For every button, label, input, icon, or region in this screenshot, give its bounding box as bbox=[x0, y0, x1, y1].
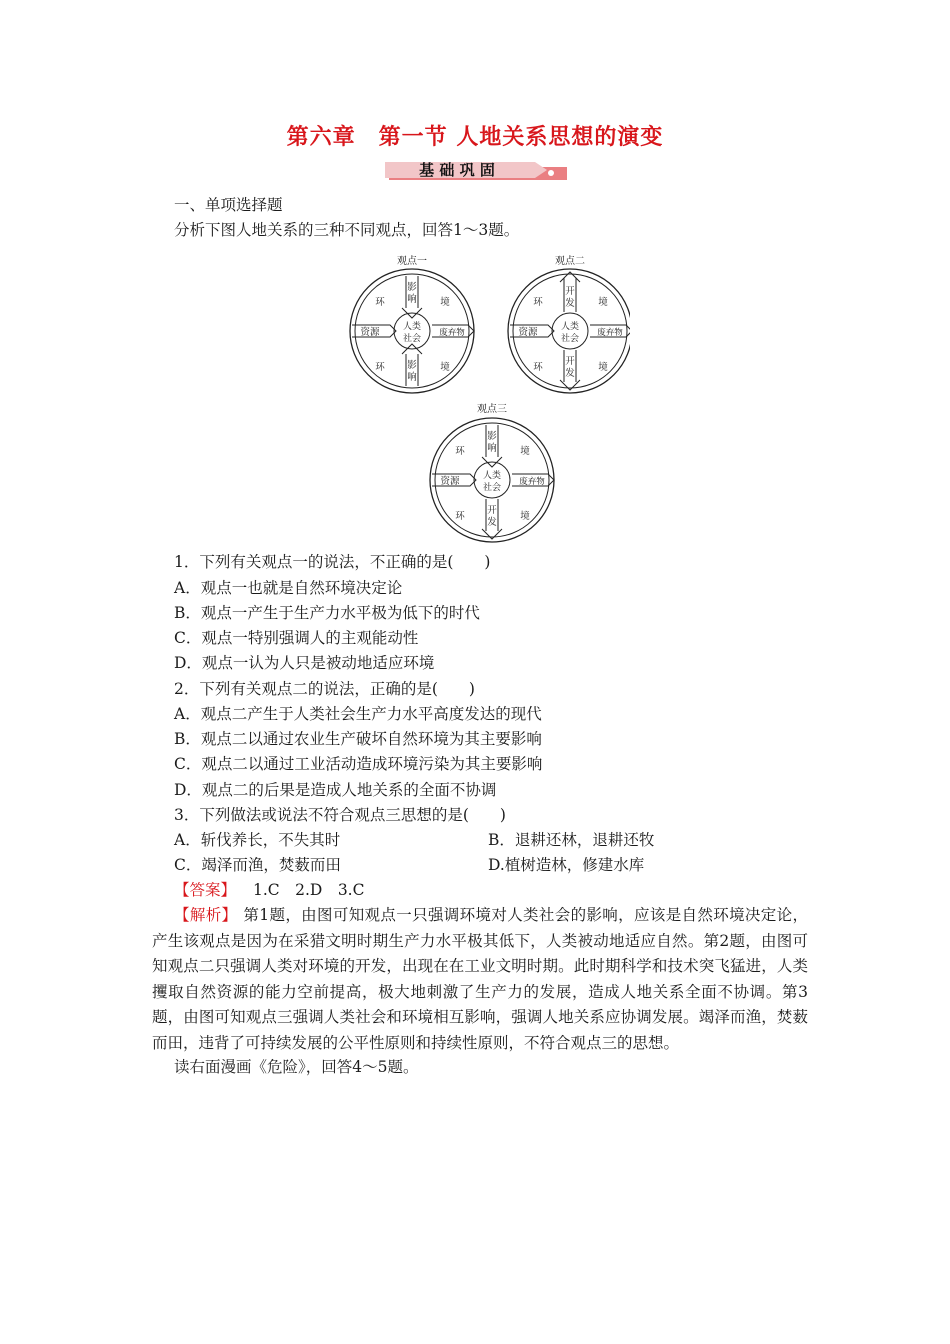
v3-huan-top: 环 bbox=[455, 446, 465, 457]
v3-feiqiwu: 废弃物 bbox=[519, 477, 545, 487]
question-1-stem: 1．下列有关观点一的说法，不正确的是( ) bbox=[174, 553, 491, 571]
question-intro: 分析下图人地关系的三种不同观点，回答1～3题。 bbox=[174, 221, 520, 239]
v2-ziyuan: 资源 bbox=[518, 327, 538, 338]
v3-ying: 影 bbox=[487, 431, 497, 442]
question-3-option-d: D.植树造林，修建水库 bbox=[488, 856, 645, 874]
v2-fa-bottom: 发 bbox=[565, 368, 575, 379]
section-heading: 一、单项选择题 bbox=[174, 196, 283, 214]
v3-xiang: 响 bbox=[487, 443, 497, 454]
analysis-paragraph bbox=[152, 903, 808, 1057]
viewpoint-2-label: 观点二 bbox=[555, 256, 585, 267]
answer-tag: 【答案】 bbox=[174, 881, 237, 899]
v2-renlei: 人类 bbox=[560, 322, 580, 332]
v1-ying-top: 影 bbox=[407, 282, 417, 293]
v3-ziyuan: 资源 bbox=[440, 476, 460, 487]
question-1-option-c: C．观点一特别强调人的主观能动性 bbox=[174, 629, 419, 647]
section-banner bbox=[385, 156, 575, 186]
v1-ying-bottom: 影 bbox=[407, 360, 417, 371]
v3-jing-bottom: 境 bbox=[520, 511, 530, 522]
viewpoint-3-diagram bbox=[430, 402, 554, 542]
question-2-option-c: C．观点二以通过工业活动造成环境污染为其主要影响 bbox=[174, 755, 543, 773]
viewpoints-diagram bbox=[340, 248, 630, 548]
v1-renlei: 人类 bbox=[402, 322, 422, 332]
answer-line bbox=[174, 880, 364, 900]
question-1-option-a: A．观点一也就是自然环境决定论 bbox=[174, 579, 403, 597]
banner-dot-icon bbox=[548, 170, 554, 176]
v3-jing-top: 境 bbox=[520, 446, 530, 457]
v3-kai: 开 bbox=[487, 505, 497, 516]
question-2-option-d: D．观点二的后果是造成人地关系的全面不协调 bbox=[174, 781, 497, 799]
analysis-tag: 【解析】 bbox=[174, 906, 238, 924]
v2-kai-bottom: 开 bbox=[565, 356, 575, 367]
question-1-option-d: D．观点一认为人只是被动地适应环境 bbox=[174, 654, 435, 672]
viewpoint-3-label: 观点三 bbox=[477, 404, 507, 415]
v2-huan-top: 环 bbox=[533, 297, 543, 308]
v3-shehui: 社会 bbox=[482, 483, 502, 493]
v2-jing-top: 境 bbox=[598, 297, 608, 308]
answer-text: 1.C 2.D 3.C bbox=[252, 881, 365, 899]
v1-huan-bottom: 环 bbox=[375, 362, 385, 373]
question-2-option-b: B．观点二以通过农业生产破坏自然环境为其主要影响 bbox=[174, 730, 542, 748]
viewpoint-1-label: 观点一 bbox=[397, 256, 427, 267]
question-3-option-a: A．斩伐养长，不失其时 bbox=[174, 831, 341, 849]
v2-huan-bottom: 环 bbox=[533, 362, 543, 373]
v1-jing-bottom: 境 bbox=[440, 362, 450, 373]
page-title: 第六章 第一节 人地关系思想的演变 bbox=[286, 125, 664, 150]
v2-fa-top: 发 bbox=[565, 298, 575, 309]
v3-huan-bottom: 环 bbox=[455, 511, 465, 522]
question-2-option-a: A．观点二产生于人类社会生产力水平高度发达的现代 bbox=[174, 705, 542, 723]
next-question-intro: 读右面漫画《危险》，回答4～5题。 bbox=[174, 1058, 419, 1076]
viewpoint-2-diagram bbox=[508, 254, 630, 393]
question-3-stem: 3．下列做法或说法不符合观点三思想的是( ) bbox=[174, 806, 506, 824]
question-3-option-c: C．竭泽而渔，焚薮而田 bbox=[174, 856, 341, 874]
viewpoint-1-diagram bbox=[350, 254, 474, 393]
question-2-stem: 2．下列有关观点二的说法，正确的是( ) bbox=[174, 680, 475, 698]
v2-jing-bottom: 境 bbox=[598, 362, 608, 373]
v2-shehui: 社会 bbox=[560, 334, 580, 344]
v1-jing-top: 境 bbox=[440, 297, 450, 308]
v3-renlei: 人类 bbox=[482, 471, 502, 481]
v1-xiang-top: 响 bbox=[407, 294, 417, 305]
v1-xiang-bottom: 响 bbox=[407, 372, 417, 383]
banner-label: 基 础 巩 固 bbox=[419, 161, 495, 179]
v1-huan-top: 环 bbox=[375, 297, 385, 308]
question-3-option-b: B．退耕还林，退耕还牧 bbox=[488, 831, 655, 849]
v1-ziyuan: 资源 bbox=[360, 327, 380, 338]
v1-feiqiwu: 废弃物 bbox=[439, 328, 465, 338]
v1-shehui: 社会 bbox=[402, 334, 422, 344]
v2-feiqiwu: 废弃物 bbox=[597, 328, 623, 338]
question-1-option-b: B．观点一产生于生产力水平极为低下的时代 bbox=[174, 604, 480, 622]
v2-kai-top: 开 bbox=[565, 286, 575, 297]
analysis-text: 第1题，由图可知观点一只强调环境对人类社会的影响，应该是自然环境决定论，产生该观点是因为在采猎文明时期生产力水平极其低下，人类被动地适应自然。第2题，由图可知观点二只强调人类对环境的开发，出现在在工业文明时期。此时期科学和技术突飞猛进，人类攫取自然资源的能力空前提高，极大地刺激了生产力的发展，造成人地关系全面不协调。第3题，由图可知观点三强调人类社会和环境相互影响，强调人地关系应协调发展。竭泽而渔，焚薮而田，违背了可持续发展的公平性原则和持续性原则，不符合观点三的思想。 bbox=[152, 906, 808, 1052]
v3-fa: 发 bbox=[487, 517, 497, 528]
